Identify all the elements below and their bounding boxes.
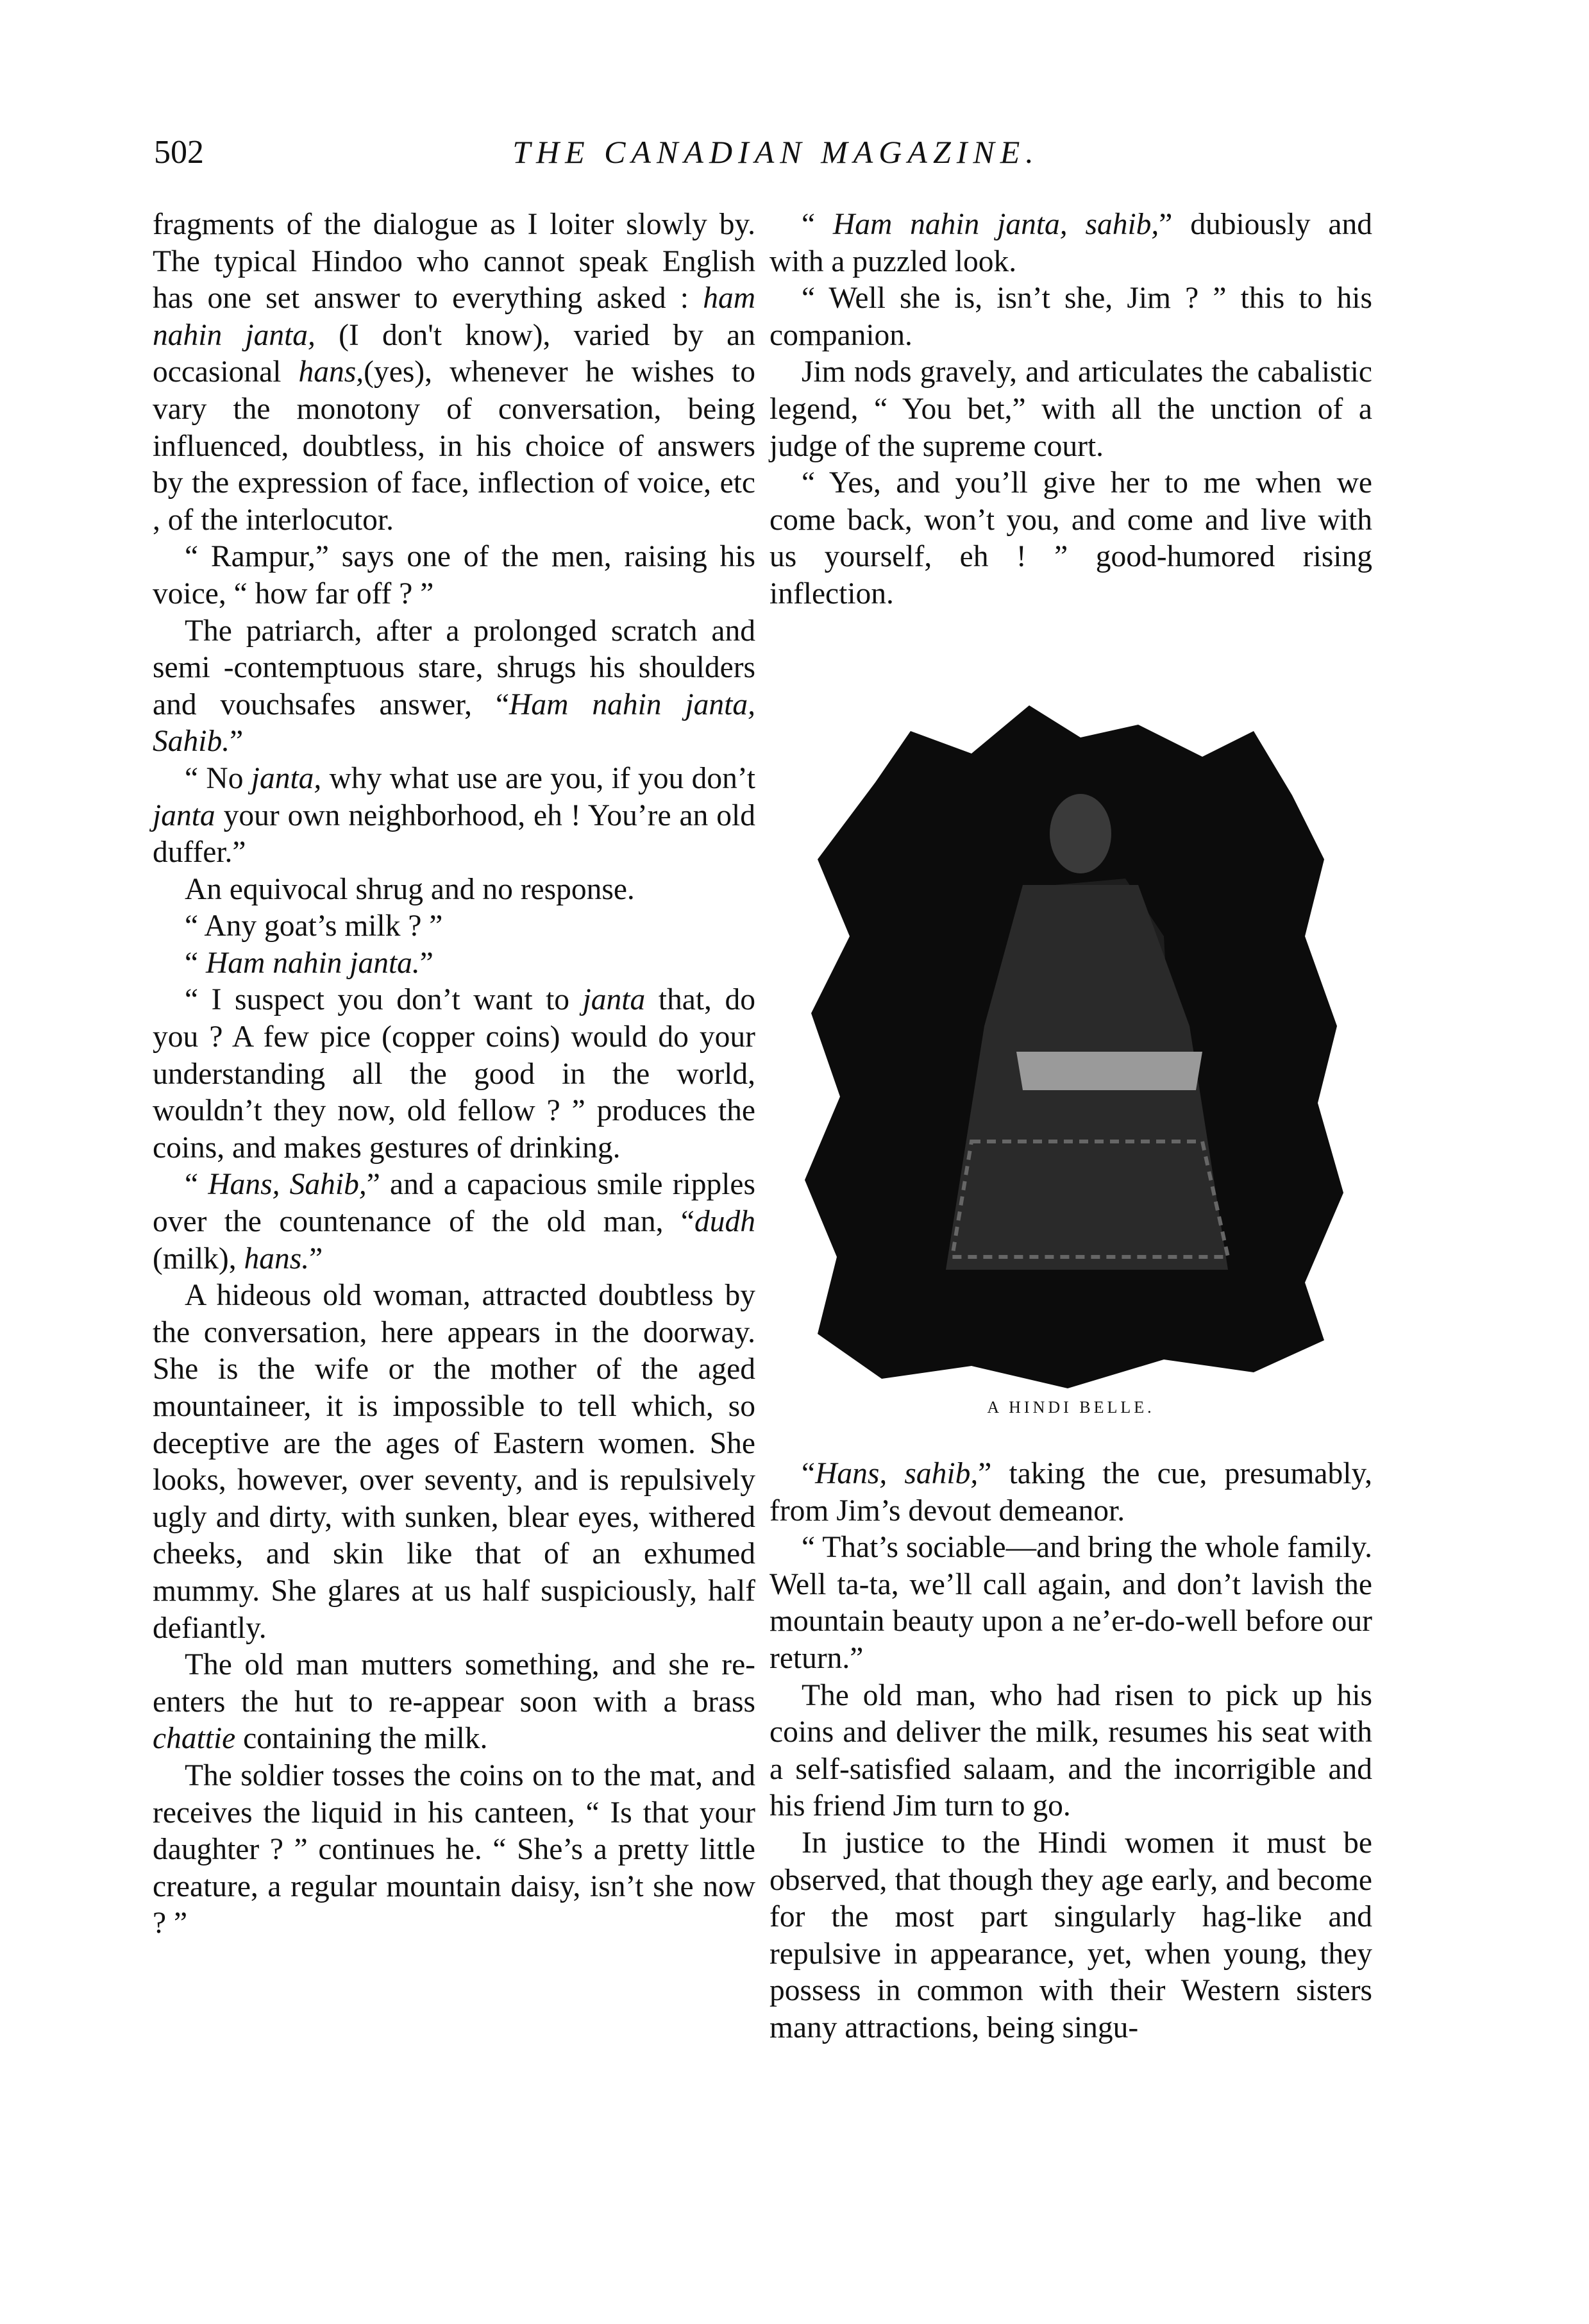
paragraph: The patriarch, after a prolonged scratch and semi -contemptuous stare, shrugs his shoulders and vouchsafes answer, “Ham nahin janta, Sahib.” bbox=[153, 614, 755, 759]
paragraph: The old man mutters something, and she re-enters the hut to re-appear soon with a brass chattie containing the milk. bbox=[153, 1648, 755, 1756]
page-header bbox=[154, 133, 1398, 178]
paragraph: Jim nods gravely, and articulates the cabalistic legend, “ You bet,” with all the unction of a judge of the supreme court. bbox=[769, 355, 1372, 463]
paragraph: The soldier tosses the coins on to the mat, and receives the liquid in his canteen, “ Is that your daughter ? ” continues he. “ She’s a pretty little creature, a regular mountain daisy, isn’t she now ? ” bbox=[153, 1758, 755, 1941]
paragraph: fragments of the dialogue as I loiter slowly by. The typical Hindoo who cannot speak English has one set answer to everything asked : ham nahin janta, (I don't know), varied by an occasional hans,(yes), whenever he wishes to vary the monotony of conversation, being influenced, doubtless, in his choice of answers by the expression of face, inflection of voice, etc , of the interlocutor. bbox=[153, 208, 756, 537]
left-column bbox=[153, 206, 755, 1942]
paragraph: “ I suspect you don’t want to janta that, do you ? A few pice (copper coins) would do your understanding all the good in the world, wouldn’t they now, old fellow ? ” produces the coins, and makes gestures of drinking. bbox=[153, 983, 755, 1165]
paragraph: A hideous old woman, attracted doubtless by the conversation, here appears in the doorway. She is the wife or the mother of the aged mountaineer, it is impossible to tell which, so deceptive are the ages of Eastern women. She looks, however, over seventy, and is repulsively ugly and dirty, with sunken, blear eyes, withered cheeks, and skin like that of an exhumed mummy. She glares at us half suspiciously, half defiantly. bbox=[153, 1279, 755, 1645]
figure-head bbox=[1050, 794, 1111, 873]
figure-caption: A HINDI BELLE. bbox=[987, 1398, 1155, 1417]
paragraph: “ No janta, why what use are you, if you don’t janta your own neighborhood, eh ! You’re an old duffer.” bbox=[153, 761, 756, 870]
paragraph: “ Ham nahin janta, sahib,” dubiously and with a puzzled look. bbox=[769, 208, 1372, 278]
paragraph: The old man, who had risen to pick up his coins and deliver the milk, resumes his seat with a self-satisfied salaam, and the incorrigible and his friend Jim turn to go. bbox=[769, 1678, 1372, 1823]
paragraph: “ Ham nahin janta.” bbox=[185, 946, 433, 980]
paragraph: “Hans, sahib,” taking the cue, presumably, from Jim’s devout demeanor. bbox=[769, 1457, 1372, 1528]
paragraph: “ Rampur,” says one of the men, raising his voice, “ how far off ? ” bbox=[153, 540, 755, 610]
paragraph: “ Any goat’s milk ? ” bbox=[185, 909, 443, 943]
paragraph: “ Hans, Sahib,” and a capacious smile ripples over the countenance of the old man, “dudh (milk), hans.” bbox=[153, 1168, 756, 1276]
photo-engraving bbox=[779, 693, 1356, 1398]
running-title: THE CANADIAN MAGAZINE. bbox=[512, 134, 1039, 170]
paragraph: “ Yes, and you’ll give her to me when we come back, won’t you, and come and live with us yourself, eh ! ” good-humored rising inflection. bbox=[769, 466, 1372, 610]
page-number: 502 bbox=[154, 134, 204, 171]
paragraph: “ Well she is, isn’t she, Jim ? ” this to his companion. bbox=[769, 282, 1372, 352]
illustration-hindi-belle bbox=[779, 693, 1356, 1398]
right-column-bottom bbox=[769, 1456, 1372, 2047]
paragraph: In justice to the Hindi women it must be observed, that though they age early, and become for the most part singularly hag-like and repulsive in appearance, yet, when young, they possess in common with their Western sisters many attractions, being singu- bbox=[769, 1826, 1372, 2044]
right-column-top bbox=[769, 206, 1372, 613]
paragraph: An equivocal shrug and no response. bbox=[185, 872, 635, 906]
figure-sash bbox=[1016, 1052, 1202, 1090]
paragraph: “ That’s sociable—and bring the whole family. Well ta-ta, we’ll call again, and don’t lavish the mountain beauty upon a ne’er-do-well before our return.” bbox=[769, 1531, 1372, 1675]
